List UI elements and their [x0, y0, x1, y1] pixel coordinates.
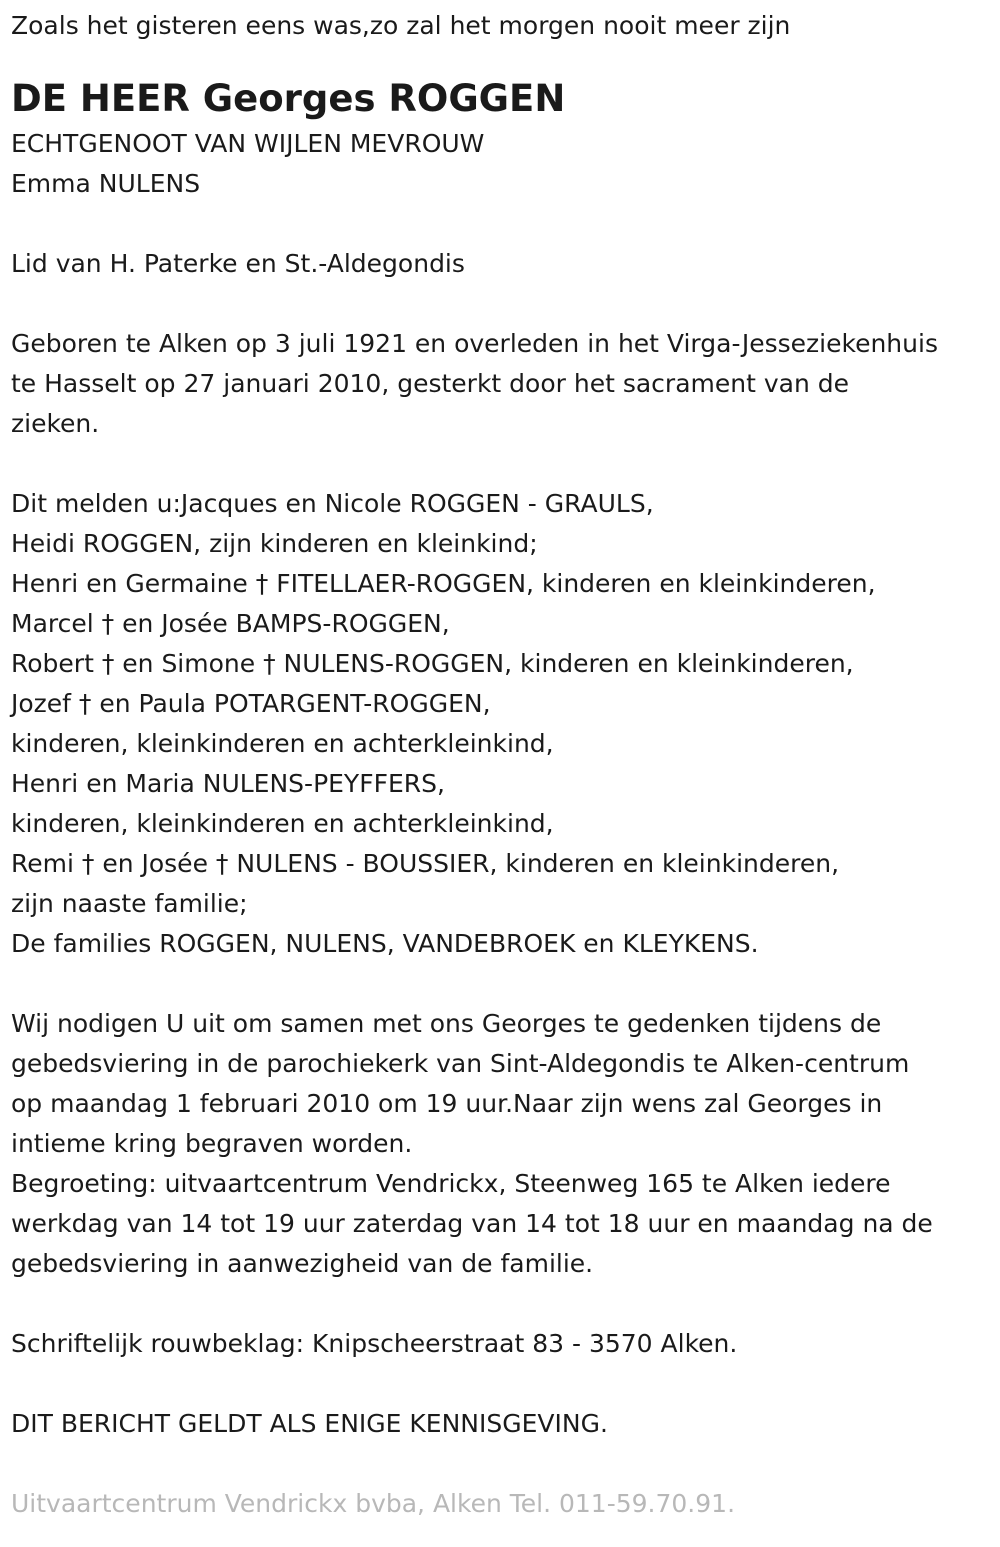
family-line: zijn naaste familie;: [11, 889, 248, 918]
spouse-name: Emma NULENS: [11, 169, 201, 198]
funeral-home-footer: Uitvaartcentrum Vendrickx bvba, Alken Tel. 011-59.70.91.: [11, 1489, 736, 1518]
family-line: Henri en Germaine † FITELLAER-ROGGEN, kinderen en kleinkinderen,: [11, 569, 876, 598]
spacer: [11, 444, 990, 484]
paragraph-line: Begroeting: uitvaartcentrum Vendrickx, Steenweg 165 te Alken iedere: [11, 1169, 891, 1198]
paragraph-line: gebedsviering in aanwezigheid van de familie.: [11, 1249, 594, 1278]
family-line: Robert † en Simone † NULENS-ROGGEN, kinderen en kleinkinderen,: [11, 649, 854, 678]
birth-death-paragraph: [11, 324, 990, 444]
family-line: Henri en Maria NULENS-PEYFFERS,: [11, 769, 445, 798]
paragraph-line: Geboren te Alken op 3 juli 1921 en overleden in het Virga-Jesseziekenhuis: [11, 329, 938, 358]
family-line: kinderen, kleinkinderen en achterkleinkind,: [11, 729, 554, 758]
motto: Zoals het gisteren eens was,zo zal het morgen nooit meer zijn: [11, 11, 791, 40]
family-list: [11, 484, 990, 964]
spacer: [11, 204, 990, 244]
family-line: Heidi ROGGEN, zijn kinderen en kleinkind;: [11, 529, 538, 558]
notice-statement: DIT BERICHT GELDT ALS ENIGE KENNISGEVING.: [11, 1409, 608, 1438]
paragraph-line: zieken.: [11, 409, 100, 438]
paragraph-line: werkdag van 14 tot 19 uur zaterdag van 14 tot 18 uur en maandag na de: [11, 1209, 933, 1238]
family-line: De families ROGGEN, NULENS, VANDEBROEK en KLEYKENS.: [11, 929, 759, 958]
invitation-paragraph: [11, 1004, 990, 1284]
spacer: [11, 1444, 990, 1484]
deceased-name: DE HEER Georges ROGGEN: [11, 77, 566, 120]
family-line: Jozef † en Paula POTARGENT-ROGGEN,: [11, 689, 491, 718]
membership: Lid van H. Paterke en St.-Aldegondis: [11, 249, 465, 278]
condolence-address: Schriftelijk rouwbeklag: Knipscheerstraat 83 - 3570 Alken.: [11, 1329, 738, 1358]
family-line: kinderen, kleinkinderen en achterkleinkind,: [11, 809, 554, 838]
paragraph-line: gebedsviering in de parochiekerk van Sint-Aldegondis te Alken-centrum: [11, 1049, 910, 1078]
family-line: Marcel † en Josée BAMPS-ROGGEN,: [11, 609, 450, 638]
paragraph-line: te Hasselt op 27 januari 2010, gesterkt door het sacrament van de: [11, 369, 850, 398]
paragraph-line: intieme kring begraven worden.: [11, 1129, 413, 1158]
spacer: [11, 1284, 990, 1324]
paragraph-line: Wij nodigen U uit om samen met ons Georges te gedenken tijdens de: [11, 1009, 882, 1038]
family-line: Dit melden u:Jacques en Nicole ROGGEN - GRAULS,: [11, 489, 654, 518]
spacer: [11, 964, 990, 1004]
paragraph-line: op maandag 1 februari 2010 om 19 uur.Naar zijn wens zal Georges in: [11, 1089, 883, 1118]
family-line: Remi † en Josée † NULENS - BOUSSIER, kinderen en kleinkinderen,: [11, 849, 840, 878]
spacer: [11, 284, 990, 324]
spacer: [11, 1364, 990, 1404]
spouse-line: ECHTGENOOT VAN WIJLEN MEVROUW: [11, 129, 485, 158]
